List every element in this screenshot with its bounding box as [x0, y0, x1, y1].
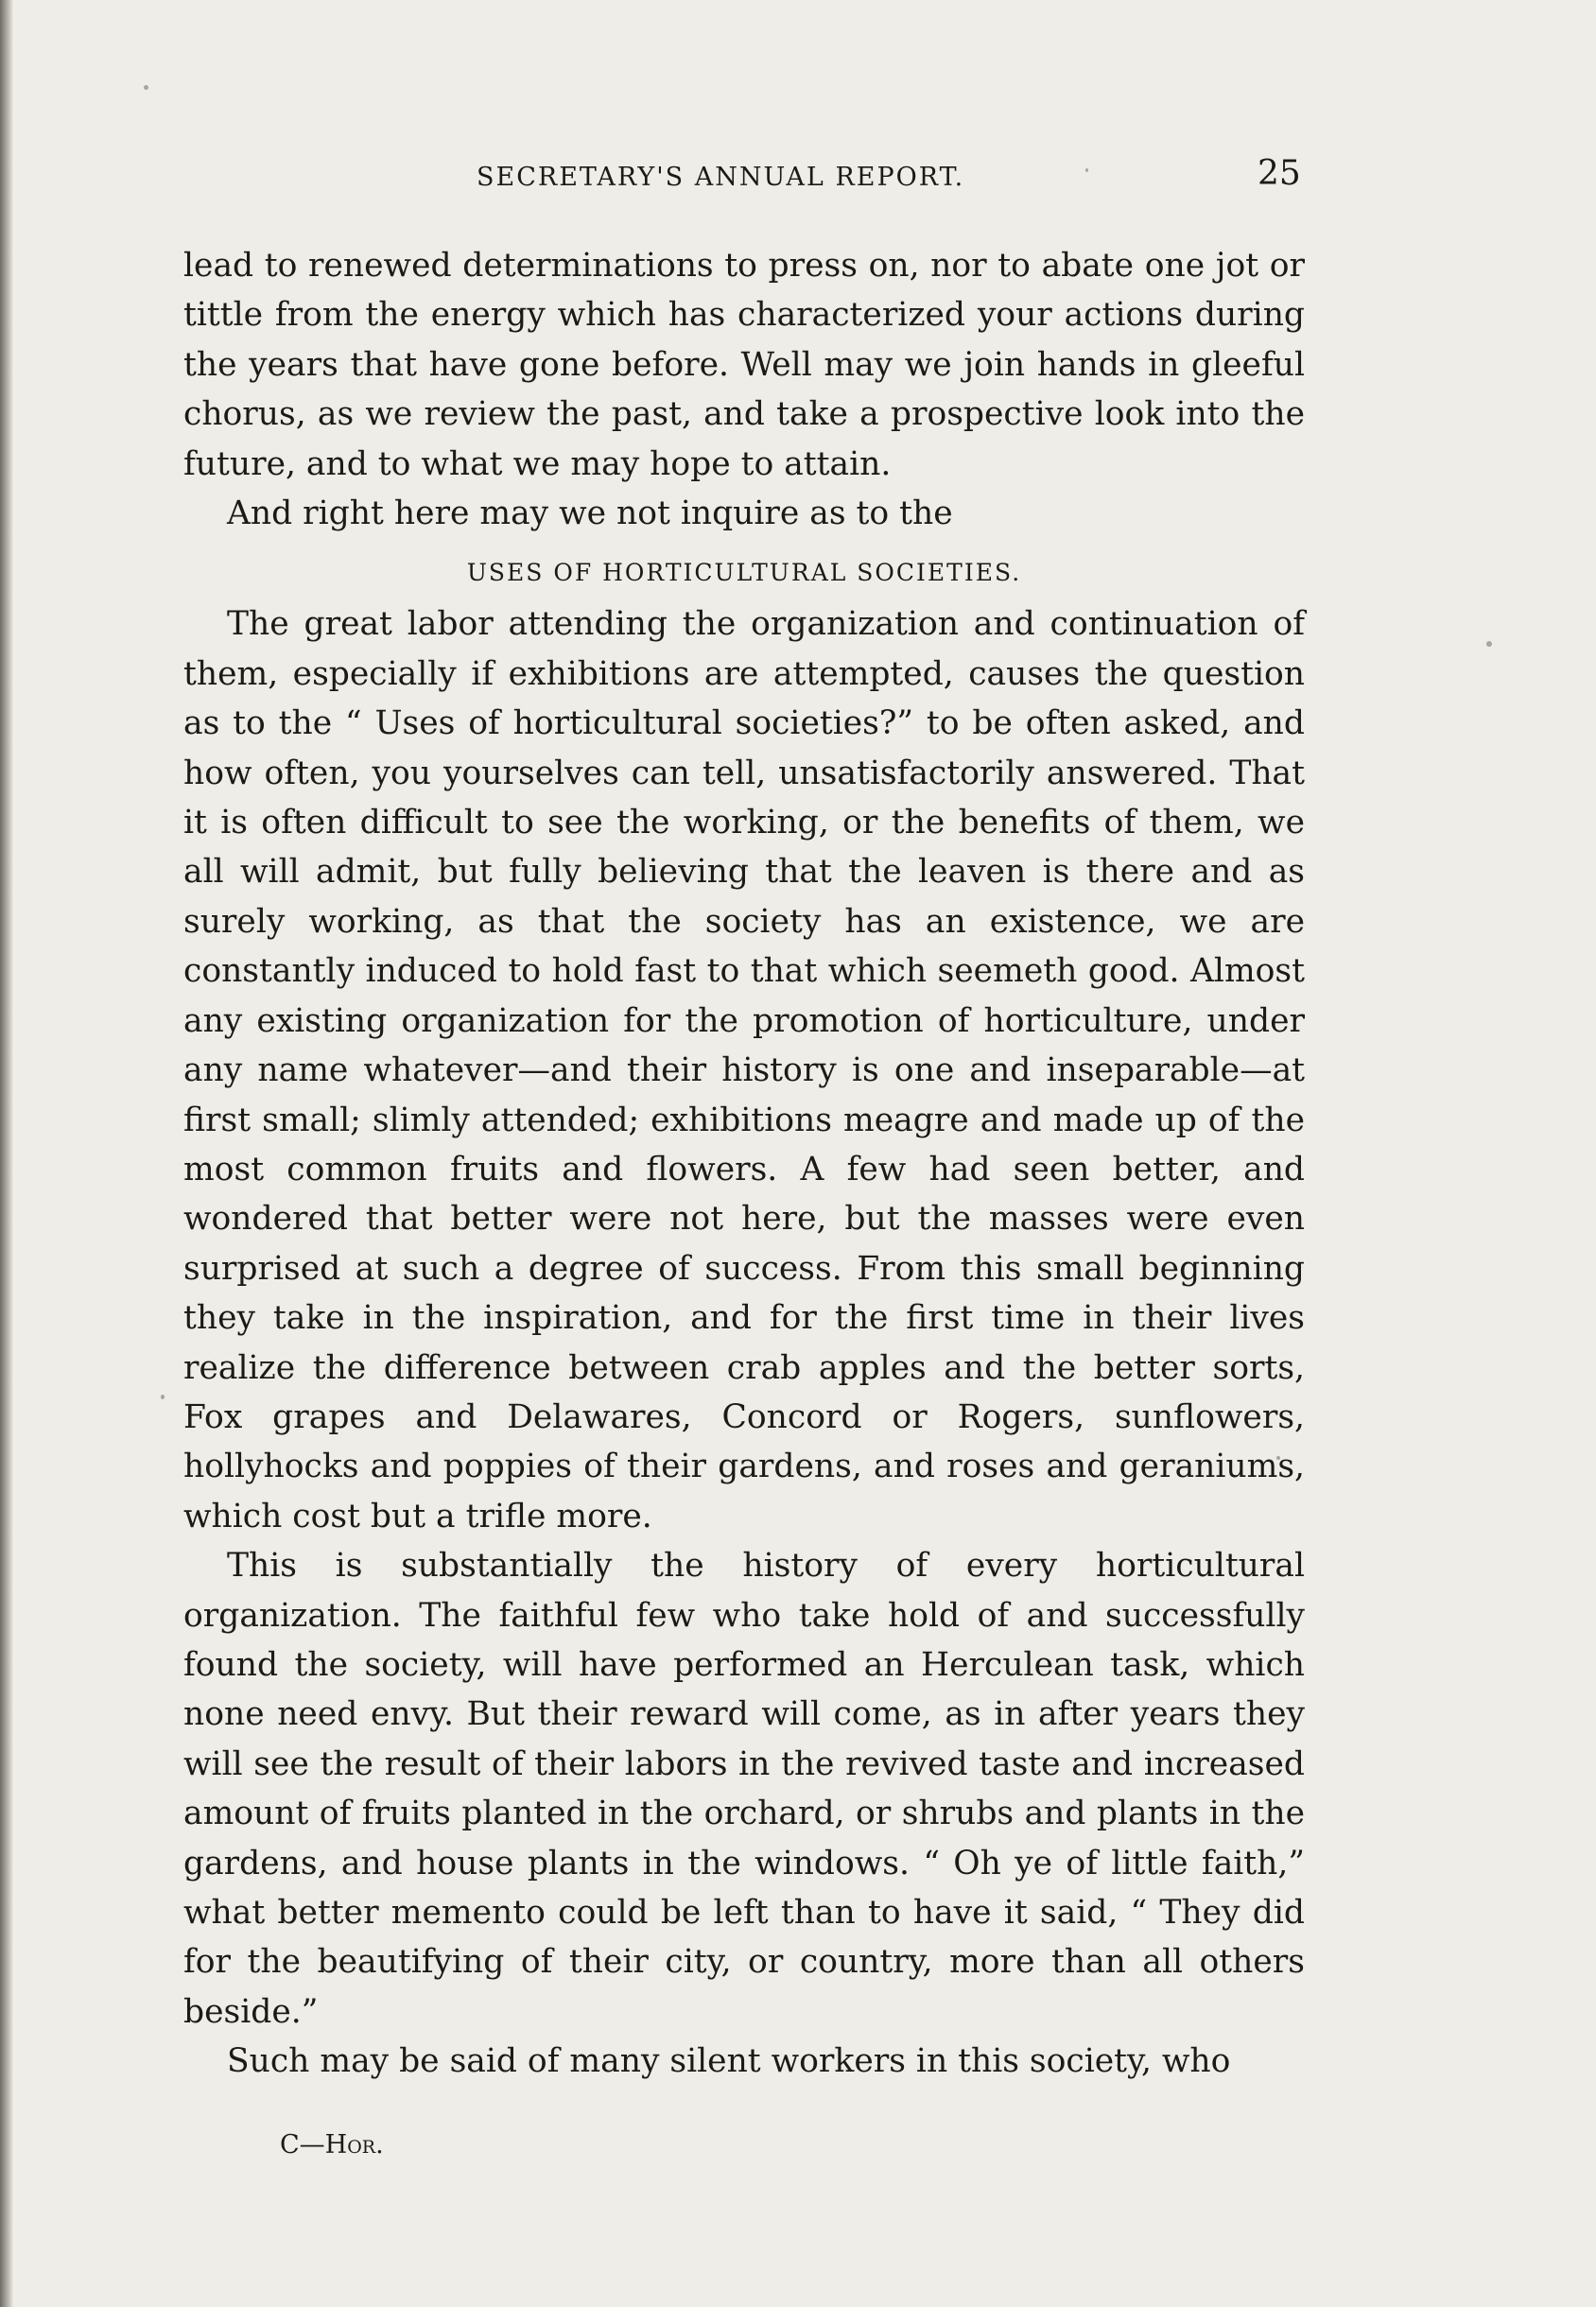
paragraph-lead-in: And right here may we not inquire as to the	[227, 494, 953, 533]
paper-speck	[1085, 168, 1088, 172]
paper-speck	[1486, 641, 1492, 647]
section-heading: USES OF HORTICULTURAL SOCIETIES.	[466, 559, 1022, 587]
signature-mark: C—Hor.	[280, 2130, 384, 2160]
page-number: 25	[1258, 154, 1301, 193]
paper-speck	[144, 85, 148, 90]
paragraph-continued: lead to renewed determinations to press on, nor to abate one jot or tittle from the energy which has characterized your actions during the years that have gone before. Well may we join hands in gleeful chorus, as we review the past, and take a prospective look into the future, and to what we may hope to attain.	[183, 247, 1305, 483]
running-header: SECRETARY'S ANNUAL REPORT.	[477, 163, 965, 192]
paragraph-silent-workers: Such may be said of many silent workers in this society, who	[227, 2042, 1231, 2081]
page-binding-edge	[0, 0, 13, 2307]
body-text	[183, 241, 1305, 2087]
paragraph-uses: The great labor attending the organization and continuation of them, especially if exhibitions are attempted, causes the question as to the “ Uses of horticultural societies?” to be often asked, and how often, you yourselves can tell, unsatisfactorily answered. That it is often difficult to see the working, or the benefits of them, we all will admit, but fully believing that the leaven is there and as surely working, as that the society has an existence, we are constantly induced to hold fast to that which seemeth good. Almost any existing organization for the promotion of horticulture, under any name whatever—and their history is one and inseparable—at first small; slimly attended; exhibitions meagre and made up of the most common fruits and flowers. A few had seen better, and wondered that better were not here, but the masses were even surprised at such a degree of success. From this small beginning they take in the inspiration, and for the first time in their lives realize the difference between crab apples and the better sorts, Fox grapes and Delawares, Concord or Rogers, sunflowers, hollyhocks and poppies of their gardens, and roses and geraniums, which cost but a trifle more.	[183, 605, 1305, 1535]
paragraph-history: This is substantially the history of every horticultural organization. The faithful few who take hold of and successfully found the society, will have performed an Herculean task, which none need envy. But their reward will come, as in after years they will see the result of their labors in the revived taste and increased amount of fruits planted in the orchard, or shrubs and plants in the gardens, and house plants in the windows. “ Oh ye of little faith,” what better memento could be left than to have it said, “ They did for the beautifying of their city, or country, more than all others beside.”	[183, 1547, 1305, 2031]
paper-speck	[161, 1395, 165, 1399]
